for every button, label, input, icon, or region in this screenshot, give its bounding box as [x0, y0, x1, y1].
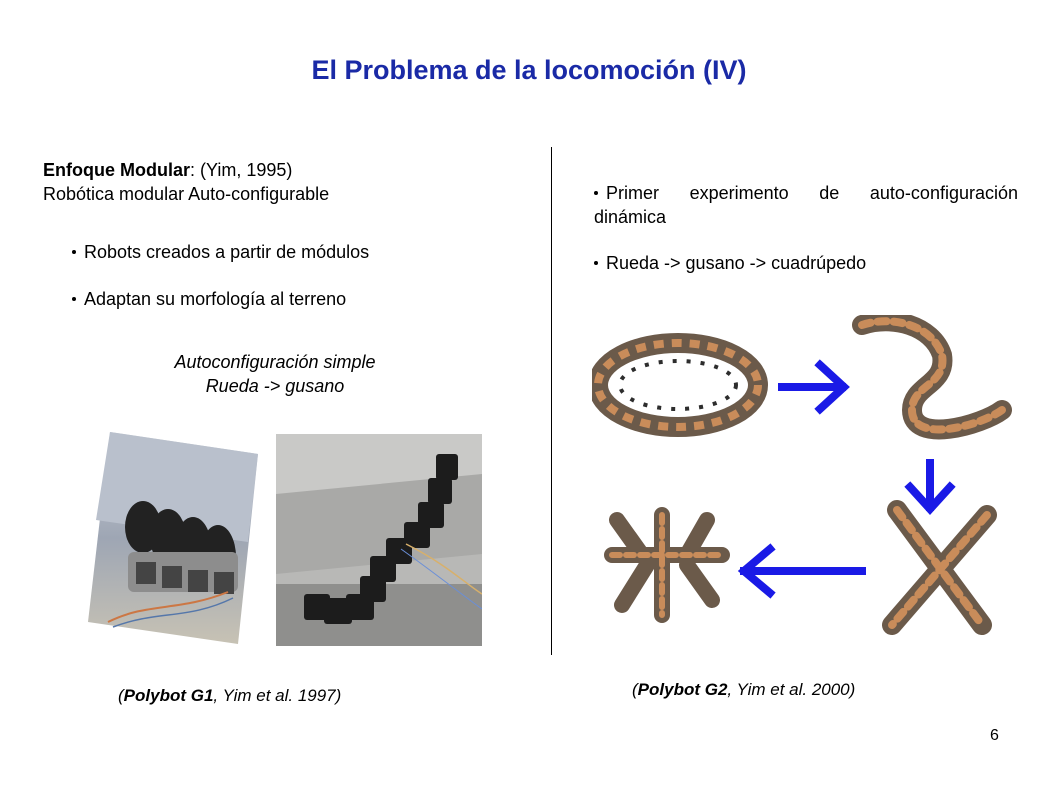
caption-open: (	[632, 680, 638, 699]
arrow-down-icon	[910, 463, 950, 509]
polybot-g1-worm-photo	[276, 434, 482, 646]
heading-bold: Enfoque Modular	[43, 160, 190, 180]
left-bullet-2	[72, 287, 346, 311]
caption-rest: , Yim et al. 1997)	[213, 686, 342, 705]
right-caption	[632, 680, 855, 700]
bullet-dot-icon	[594, 191, 598, 195]
page-number: 6	[990, 727, 999, 744]
left-bullet-2-text: Adaptan su morfología al terreno	[84, 289, 347, 309]
left-bullet-1-text: Robots creados a partir de módulos	[84, 242, 370, 262]
polybot-g2-sequence-figure	[592, 315, 1022, 653]
arrow-right-icon	[782, 365, 844, 409]
caption-bold: Polybot G1	[123, 686, 214, 705]
left-subtitle-2: Rueda -> gusano	[205, 376, 345, 396]
ring-robot-image	[598, 343, 758, 427]
heading-rest: : (Yim, 1995)	[190, 160, 293, 180]
caption-bold: Polybot G2	[637, 680, 728, 699]
right-bullet-2	[594, 251, 866, 275]
right-bullet-1-text: Primer experimento de auto-configuración dinámica	[594, 183, 1018, 227]
bullet-dot-icon	[72, 297, 76, 301]
arrow-left-icon	[744, 549, 862, 593]
slide-title: El Problema de la locomoción (IV)	[311, 55, 747, 85]
caption-rest: , Yim et al. 2000)	[727, 680, 856, 699]
left-subheading: Robótica modular Auto-configurable	[43, 184, 330, 204]
left-subtitle-1: Autoconfiguración simple	[174, 352, 376, 372]
right-bullet-1	[594, 181, 1018, 229]
bullet-dot-icon	[72, 250, 76, 254]
column-divider	[551, 147, 552, 655]
right-bullet-2-text: Rueda -> gusano -> cuadrúpedo	[606, 253, 867, 273]
left-bullet-1	[72, 240, 369, 264]
quadruped-robot-image-2	[612, 515, 722, 615]
left-caption	[118, 686, 341, 706]
bullet-dot-icon	[594, 261, 598, 265]
quadruped-robot-image-1	[892, 510, 987, 625]
caption-open: (	[118, 686, 124, 705]
worm-robot-image	[862, 321, 1002, 429]
left-heading	[43, 158, 292, 182]
polybot-g1-wheel-photo	[88, 432, 258, 644]
